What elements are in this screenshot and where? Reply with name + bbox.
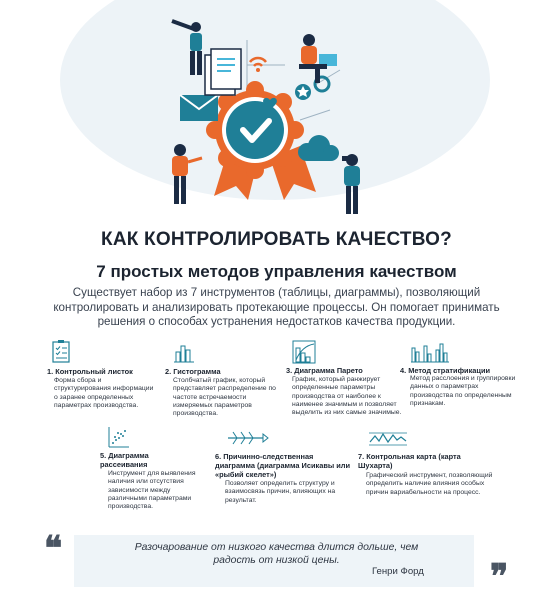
method-title: 5. Диаграмма рассеивания (100, 451, 149, 469)
method-scatter (78, 424, 200, 514)
method-title: 2. Гистограмма (165, 367, 221, 376)
hero-illustration (0, 0, 553, 225)
intro-paragraph: Существует набор из 7 инструментов (таблицы, диаграммы), позволяющий контролировать и анализировать протекающие процессы. Он помогает принимать решения о способах устранения недостатков качества продукции. (53, 286, 500, 328)
method-description: Позволяет определить структуру и взаимосвязь причин, влияющих на результат. (225, 480, 336, 504)
quality-badge-illustration-icon (0, 0, 553, 225)
page-subtitle: 7 простых методов управления качеством (96, 262, 457, 281)
control-chart-icon (368, 430, 408, 448)
method-control-chart (356, 426, 506, 516)
method-title: 7. Контрольная карта (карта Шухарта) (358, 452, 461, 470)
method-title: 3. Диаграмма Парето (286, 366, 363, 375)
method-description: Графический инструмент, позволяющий определить наличие влияния особых причин вариабельности на процесс. (366, 472, 493, 496)
scatter-plot-icon (108, 426, 130, 448)
fishbone-icon (227, 428, 269, 448)
method-checklist (42, 340, 152, 425)
method-description: Метод расслоения и группировки данных о параметрах производства по определенным признакам. (410, 375, 516, 407)
close-quote-icon: ❞ (490, 557, 509, 597)
method-fishbone (213, 426, 353, 516)
pareto-chart-icon (292, 340, 316, 364)
open-quote-icon: ❝ (44, 529, 63, 569)
histogram-icon (173, 342, 195, 364)
method-stratification (400, 338, 520, 423)
method-description: Форма сбора и структурирования информации о заранее определенных параметрах производства. (54, 377, 154, 409)
page-title: КАК КОНТРОЛИРОВАТЬ КАЧЕСТВО? (101, 229, 452, 250)
method-title: 1. Контрольный листок (47, 367, 133, 376)
method-pareto (284, 338, 404, 428)
method-description: Столбчатый график, который представляет распределение по частоте встречаемости измеряемых параметров производства. (173, 377, 276, 418)
method-histogram (163, 340, 283, 425)
quote-text-body: Разочарование от низкого качества длится дольше, чем радость от низкой цены. (134, 542, 419, 566)
stratification-icon (410, 342, 450, 364)
method-title: 4. Метод стратификации (400, 366, 491, 375)
checklist-icon (52, 340, 72, 364)
method-description: График, который ранжирует определенные параметры производства от наиболее к наименее значимым и позволяет выделить из них самые значимые. (292, 376, 402, 417)
method-description: Инструмент для выявления наличия или отсутствия зависимости между различными параметрами производства. (108, 470, 196, 511)
method-title: 6. Причинно-следственная диаграмма (диаграмма Исикавы или «рыбий скелет») (215, 452, 351, 479)
quote-author: Генри Форд (372, 566, 424, 577)
quote-text (0, 541, 553, 567)
